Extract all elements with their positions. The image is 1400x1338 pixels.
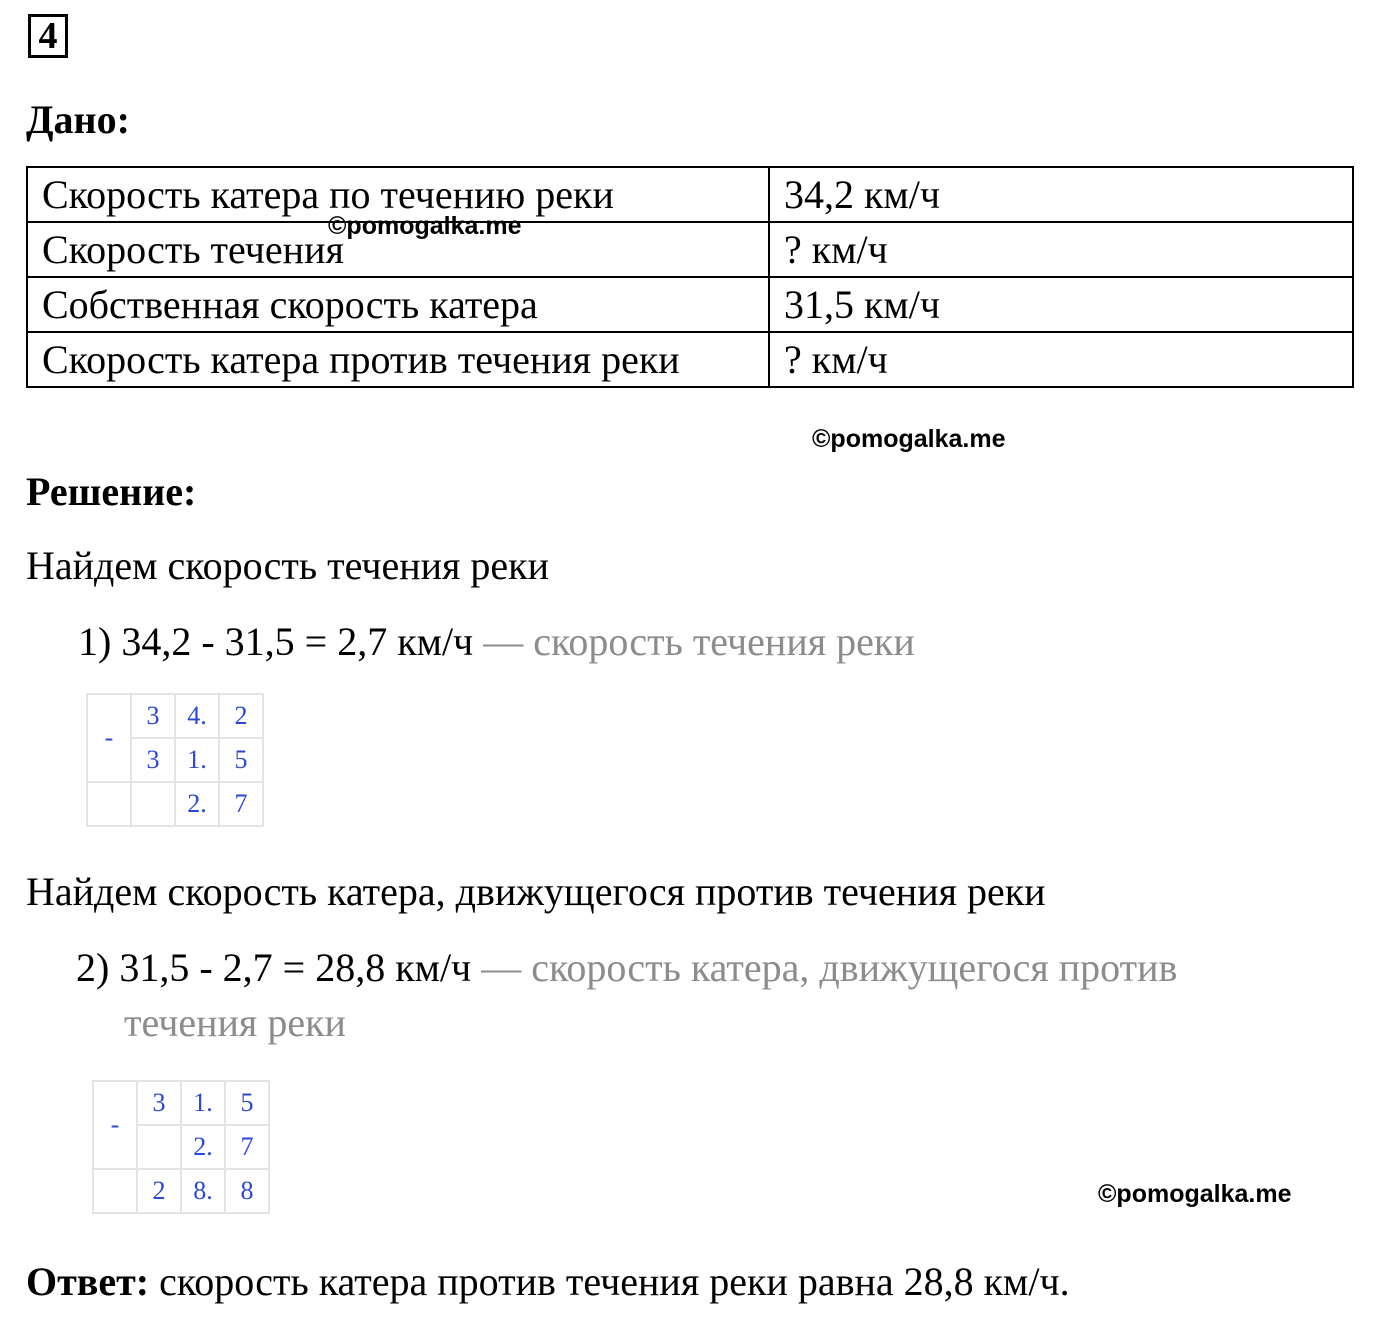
given-value: ? км/ч	[769, 222, 1353, 277]
digit-cell: 2.	[175, 782, 219, 826]
answer-text: скорость катера против течения реки равна 28,8 км/ч.	[159, 1259, 1070, 1304]
digit-cell	[93, 1169, 137, 1213]
digit-cell	[131, 782, 175, 826]
minus-sign: -	[87, 694, 131, 782]
step1-intro: Найдем скорость течения реки	[26, 543, 550, 588]
digit-cell: 2	[137, 1169, 181, 1213]
digit-cell: 7	[219, 782, 263, 826]
digit-cell	[137, 1125, 181, 1169]
table-row	[27, 167, 1353, 222]
digit-cell: 3	[131, 738, 175, 782]
digit-cell: 2.	[181, 1125, 225, 1169]
table-row	[27, 277, 1353, 332]
table-row	[27, 222, 1353, 277]
table-row	[27, 332, 1353, 387]
digit-cell: 3	[137, 1081, 181, 1125]
given-value: 31,5 км/ч	[769, 277, 1353, 332]
step2-expression: 2) 31,5 - 2,7 = 28,8 км/ч	[76, 945, 472, 990]
given-value: ? км/ч	[769, 332, 1353, 387]
digit-cell: 1.	[181, 1081, 225, 1125]
minus-sign: -	[93, 1081, 137, 1169]
digit-cell	[87, 782, 131, 826]
step2-note-continued: течения реки	[124, 1000, 346, 1045]
step1-expression: 1) 34,2 - 31,5 = 2,7 км/ч	[78, 619, 474, 664]
given-label: Собственная скорость катера	[27, 277, 769, 332]
digit-cell: 5	[219, 738, 263, 782]
watermark: ©pomogalka.me	[1098, 1180, 1292, 1208]
task-number: 4	[28, 14, 68, 58]
watermark: ©pomogalka.me	[812, 425, 1006, 453]
step1-note: — скорость течения реки	[483, 619, 915, 664]
step2-intro: Найдем скорость катера, движущегося против течения реки	[26, 869, 1046, 914]
subtraction-column-2	[92, 1080, 270, 1214]
step2-line	[76, 945, 1178, 990]
digit-cell: 8	[225, 1169, 269, 1213]
digit-cell: 2	[219, 694, 263, 738]
subtraction-column-1	[86, 693, 264, 827]
step2-note: — скорость катера, движущегося против	[481, 945, 1178, 990]
digit-cell: 5	[225, 1081, 269, 1125]
answer-label: Ответ:	[26, 1259, 150, 1304]
solution-heading: Решение:	[26, 469, 197, 514]
digit-cell: 1.	[175, 738, 219, 782]
answer-line	[26, 1259, 1070, 1304]
digit-cell: 8.	[181, 1169, 225, 1213]
given-label: Скорость катера против течения реки	[27, 332, 769, 387]
given-label: Скорость течения	[27, 222, 769, 277]
digit-cell: 3	[131, 694, 175, 738]
digit-cell: 7	[225, 1125, 269, 1169]
digit-cell: 4.	[175, 694, 219, 738]
given-heading: Дано:	[26, 97, 130, 142]
given-table	[26, 166, 1354, 388]
watermark: ©pomogalka.me	[328, 212, 522, 240]
given-value: 34,2 км/ч	[769, 167, 1353, 222]
given-label: Скорость катера по течению реки	[27, 167, 769, 222]
step1-line	[78, 619, 915, 664]
